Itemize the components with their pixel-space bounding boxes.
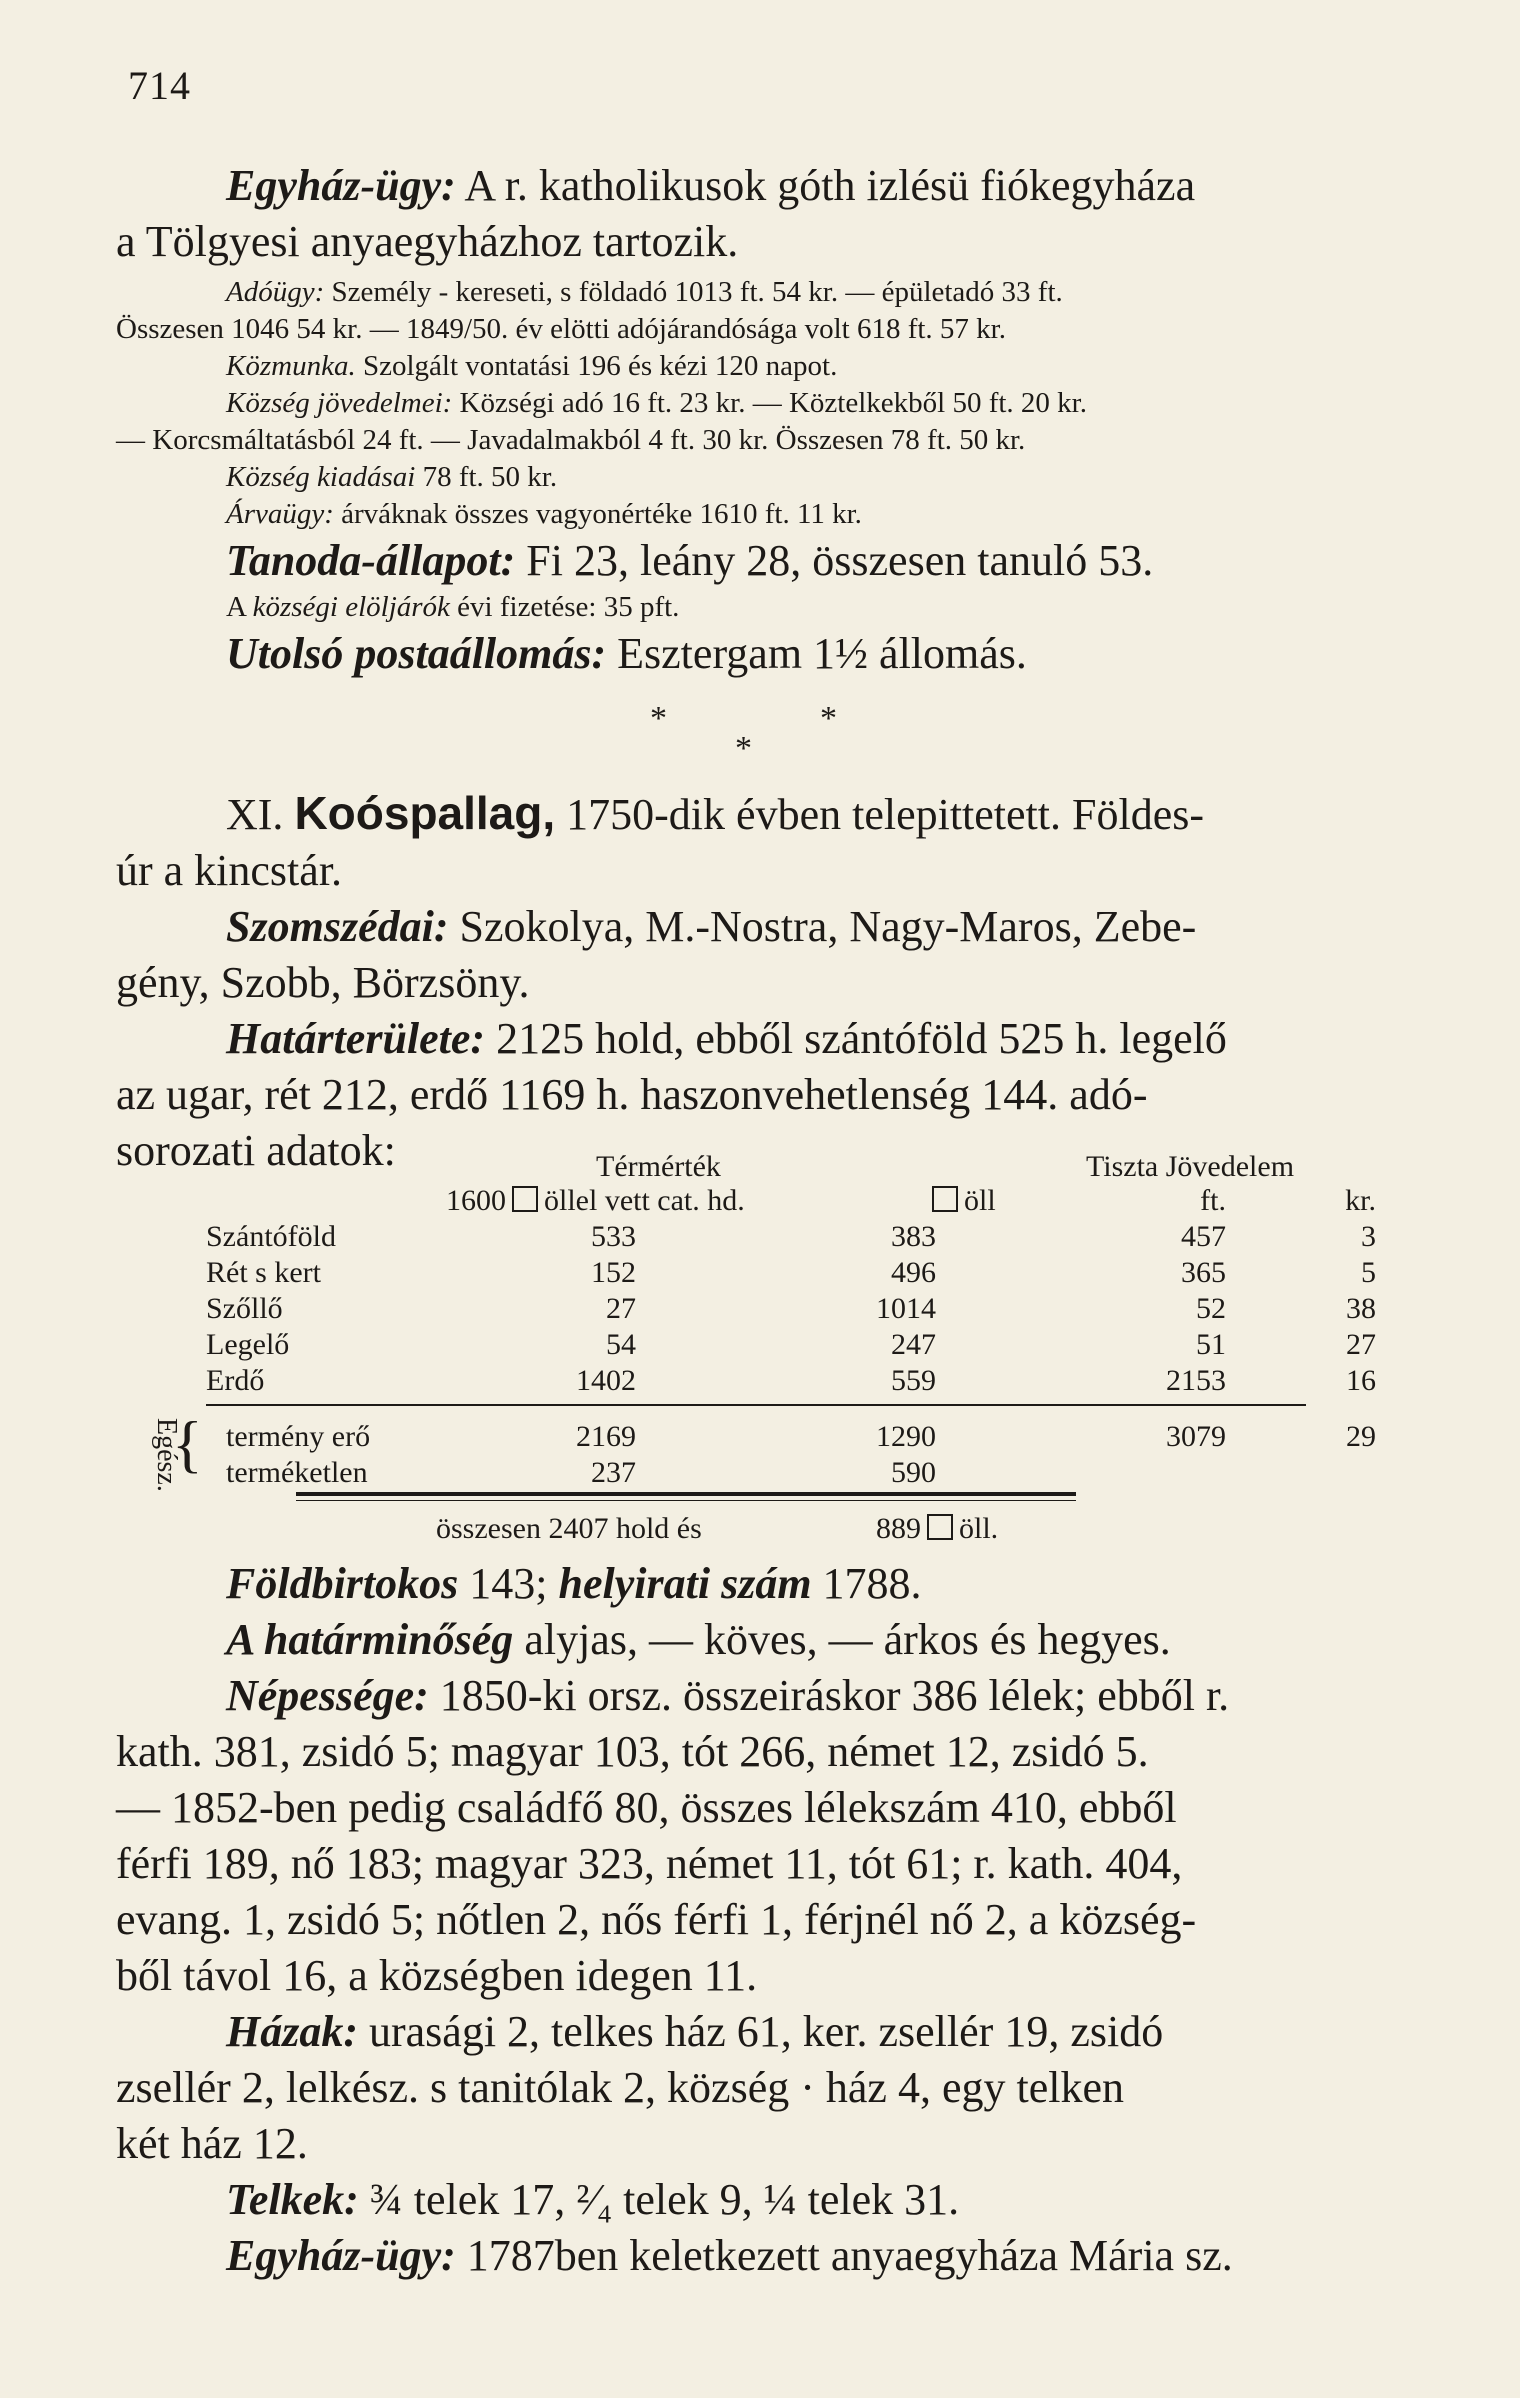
adougy-label: Adóügy: bbox=[226, 276, 325, 308]
tanoda-paragraph bbox=[116, 533, 1426, 589]
foldbirtokos-num: 143; bbox=[469, 1559, 548, 1608]
hatar-text-3: sorozati adatok: bbox=[116, 1126, 396, 1175]
adougy-text-1: Személy - kereseti, s földadó 1013 ft. 54 kr. — épületadó 33 ft. bbox=[331, 276, 1063, 308]
row-oll: 1014 bbox=[876, 1292, 936, 1325]
row-kr: 5 bbox=[1361, 1256, 1376, 1289]
square-symbol bbox=[932, 1186, 958, 1212]
egyhaz-ugy-text-1: A r. katholikusok góth izlésü fiókegyháza bbox=[464, 161, 1196, 210]
termeny-oll: 1290 bbox=[876, 1420, 936, 1453]
hatarminoseg-label: A határminőség bbox=[226, 1615, 514, 1664]
row-ft: 52 bbox=[1196, 1292, 1226, 1325]
osszesen-oll-unit: öll. bbox=[959, 1512, 999, 1545]
termeny-hold: 2169 bbox=[576, 1420, 636, 1453]
section-text-1: 1750-dik évben telepittetett. Földes- bbox=[566, 790, 1205, 839]
hazak-label: Házak: bbox=[226, 2007, 358, 2056]
szomszed-text-1: Szokolya, M.-Nostra, Nagy-Maros, Zebe- bbox=[459, 902, 1197, 951]
helyirati-label: helyirati szám bbox=[558, 1559, 812, 1608]
section-divider-stars bbox=[650, 700, 890, 770]
row-oll: 559 bbox=[891, 1364, 936, 1397]
kiadas-text: 78 ft. 50 kr. bbox=[422, 461, 558, 493]
nepesseg-5: evang. 1, zsidó 5; nőtlen 2, nős férfi 1, férjnél nő 2, a község- bbox=[116, 1895, 1197, 1944]
section-text-2: úr a kincstár. bbox=[116, 846, 343, 895]
row-ft: 2153 bbox=[1166, 1364, 1226, 1397]
star-bottom: * bbox=[735, 730, 752, 767]
row-ft: 51 bbox=[1196, 1328, 1226, 1361]
row-hold: 152 bbox=[591, 1256, 636, 1289]
posta-label: Utolsó postaállomás: bbox=[226, 629, 607, 678]
row-hold: 533 bbox=[591, 1220, 636, 1253]
header-termertek: Térmérték bbox=[596, 1150, 721, 1183]
adougy-paragraph bbox=[116, 274, 1426, 533]
square-symbol bbox=[927, 1514, 953, 1540]
row-kr: 27 bbox=[1346, 1328, 1376, 1361]
termeketlen-label: terméketlen bbox=[226, 1456, 368, 1489]
row-hold: 54 bbox=[606, 1328, 636, 1361]
hatar-line bbox=[116, 1011, 1426, 1067]
row-kr: 16 bbox=[1346, 1364, 1376, 1397]
eloljarok-text: évi fizetése: 35 pft. bbox=[457, 591, 680, 623]
star-left: * bbox=[650, 700, 667, 737]
nepesseg-paragraph bbox=[116, 1668, 1426, 2004]
row-hold: 1402 bbox=[576, 1364, 636, 1397]
szomszed-label: Szomszédai: bbox=[226, 902, 449, 951]
adougy-text-2: Összesen 1046 54 kr. — 1849/50. év elötti adójárandósága volt 618 ft. 57 kr. bbox=[116, 313, 1006, 345]
jovedelem-label: Község jövedelmei: bbox=[226, 387, 453, 419]
hatarminoseg-line bbox=[116, 1612, 1426, 1668]
subheader-oll bbox=[926, 1184, 996, 1218]
subheader-kr: kr. bbox=[1345, 1184, 1376, 1217]
header-tiszta: Tiszta Jövedelem bbox=[1086, 1150, 1295, 1183]
hatar-label: Határterülete: bbox=[226, 1014, 486, 1063]
row-hold: 27 bbox=[606, 1292, 636, 1325]
foldbirtokos-label: Földbirtokos bbox=[226, 1559, 459, 1608]
after-table-section bbox=[116, 1556, 1426, 2284]
rule-upper bbox=[206, 1404, 1306, 1406]
section-xi bbox=[116, 785, 1426, 1179]
posta-paragraph bbox=[116, 626, 1426, 682]
nepesseg-label: Népessége: bbox=[226, 1671, 429, 1720]
intro-section bbox=[116, 158, 1426, 682]
eloljarok-paragraph bbox=[116, 589, 1426, 626]
szomszed-text-2: gény, Szobb, Börzsöny. bbox=[116, 958, 530, 1007]
kozmunka-label: Közmunka. bbox=[226, 350, 356, 382]
foldbirtokos-line bbox=[116, 1556, 1426, 1612]
arva-label: Árvaügy: bbox=[226, 498, 334, 530]
termeketlen-hold: 237 bbox=[591, 1456, 636, 1489]
arva-text: árváknak összes vagyonértéke 1610 ft. 11 kr. bbox=[341, 498, 862, 530]
row-label: Rét s kert bbox=[206, 1256, 321, 1289]
termeny-label: termény erő bbox=[226, 1420, 371, 1453]
kiadas-label: Község kiadásai bbox=[226, 461, 416, 493]
tanoda-text: Fi 23, leány 28, összesen tanuló 53. bbox=[526, 536, 1154, 585]
hatar-text-1: 2125 hold, ebből szántóföld 525 h. legelő bbox=[496, 1014, 1227, 1063]
section-number: XI. bbox=[226, 790, 284, 839]
helyirati-num: 1788. bbox=[822, 1559, 922, 1608]
subheader-ft: ft. bbox=[1200, 1184, 1226, 1217]
village-name: Koóspallag, bbox=[294, 787, 556, 839]
telkek-text: ¾ telek 17, ²⁄₄ telek 9, ¼ telek 31. bbox=[369, 2175, 960, 2224]
egyhaz2-line bbox=[116, 2228, 1426, 2284]
subheader-ollel: öllel vett cat. hd. bbox=[544, 1184, 745, 1217]
section-heading-line bbox=[116, 785, 1426, 843]
hazak-2: zsellér 2, lelkész. s tanitólak 2, község · ház 4, egy telken bbox=[116, 2063, 1124, 2112]
jovedelem-text-2: — Korcsmáltatásból 24 ft. — Javadalmakból 4 ft. 30 kr. Összesen 78 ft. 50 kr. bbox=[116, 424, 1026, 456]
star-right: * bbox=[820, 700, 837, 737]
egyhaz-ugy-label: Egyház-ügy: bbox=[226, 161, 456, 210]
row-oll: 383 bbox=[891, 1220, 936, 1253]
nepesseg-6: ből távol 16, a községben idegen 11. bbox=[116, 1951, 758, 2000]
row-ft: 365 bbox=[1181, 1256, 1226, 1289]
nepesseg-3: — 1852-ben pedig családfő 80, összes lélekszám 410, ebből bbox=[116, 1783, 1177, 1832]
hazak-3: két ház 12. bbox=[116, 2119, 308, 2168]
egyhaz-ugy-paragraph bbox=[116, 158, 1426, 214]
row-oll: 496 bbox=[891, 1256, 936, 1289]
page-number: 714 bbox=[128, 63, 191, 108]
osszesen-oll-num: 889 bbox=[876, 1512, 921, 1545]
osszesen-text: összesen 2407 hold és bbox=[436, 1512, 702, 1545]
row-kr: 38 bbox=[1346, 1292, 1376, 1325]
row-ft: 457 bbox=[1181, 1220, 1226, 1253]
egyhaz2-label: Egyház-ügy: bbox=[226, 2231, 456, 2280]
subheader-oll-text: öll bbox=[964, 1184, 996, 1217]
nepesseg-1: 1850-ki orsz. összeiráskor 386 lélek; ebből r. bbox=[439, 1671, 1230, 1720]
nepesseg-4: férfi 189, nő 183; magyar 323, német 11, tót 61; r. kath. 404, bbox=[116, 1839, 1183, 1888]
hatarminoseg-text: alyjas, — köves, — árkos és hegyes. bbox=[524, 1615, 1171, 1664]
kozmunka-text: Szolgált vontatási 196 és kézi 120 napot. bbox=[362, 350, 838, 382]
tanoda-label: Tanoda-állapot: bbox=[226, 536, 516, 585]
nepesseg-2: kath. 381, zsidó 5; magyar 103, tót 266, német 12, zsidó 5. bbox=[116, 1727, 1149, 1776]
row-label: Szőllő bbox=[206, 1292, 283, 1325]
termeny-kr: 29 bbox=[1346, 1420, 1376, 1453]
posta-text: Esztergam 1½ állomás. bbox=[617, 629, 1027, 678]
rule-sum-thick bbox=[296, 1492, 1076, 1496]
telkek-line bbox=[116, 2172, 1426, 2228]
szomszed-line bbox=[116, 899, 1426, 955]
row-label: Erdő bbox=[206, 1364, 265, 1397]
termeketlen-oll: 590 bbox=[891, 1456, 936, 1489]
telkek-label: Telkek: bbox=[226, 2175, 359, 2224]
row-kr: 3 bbox=[1361, 1220, 1376, 1253]
jovedelem-text-1b: Községi adó 16 ft. 23 kr. — Köztelkekből 50 ft. 20 kr. bbox=[459, 387, 1087, 419]
termeny-ft: 3079 bbox=[1166, 1420, 1226, 1453]
side-label: Egész. bbox=[151, 1418, 182, 1492]
egyhaz-ugy-line-2: a Tölgyesi anyaegyházhoz tartozik. bbox=[116, 217, 739, 266]
subheader-1600-num: 1600 bbox=[446, 1184, 506, 1217]
subheader-1600 bbox=[446, 1184, 745, 1218]
eloljarok-prefix: A bbox=[226, 591, 246, 623]
row-label: Szántóföld bbox=[206, 1220, 336, 1253]
land-table bbox=[116, 1150, 1426, 1570]
row-label: Legelő bbox=[206, 1328, 290, 1361]
square-symbol bbox=[512, 1186, 538, 1212]
eloljarok-label: községi elöljárók bbox=[252, 591, 450, 623]
hatar-text-2: az ugar, rét 212, erdő 1169 h. haszonvehetlenség 144. adó- bbox=[116, 1070, 1148, 1119]
hazak-paragraph bbox=[116, 2004, 1426, 2172]
osszesen-oll bbox=[876, 1512, 998, 1546]
hazak-1: urasági 2, telkes ház 61, ker. zsellér 19, zsidó bbox=[369, 2007, 1164, 2056]
egyhaz2-text: 1787ben keletkezett anyaegyháza Mária sz. bbox=[466, 2231, 1233, 2280]
brace-symbol: { bbox=[172, 1408, 203, 1479]
rule-sum-thin bbox=[296, 1500, 1076, 1501]
row-oll: 247 bbox=[891, 1328, 936, 1361]
